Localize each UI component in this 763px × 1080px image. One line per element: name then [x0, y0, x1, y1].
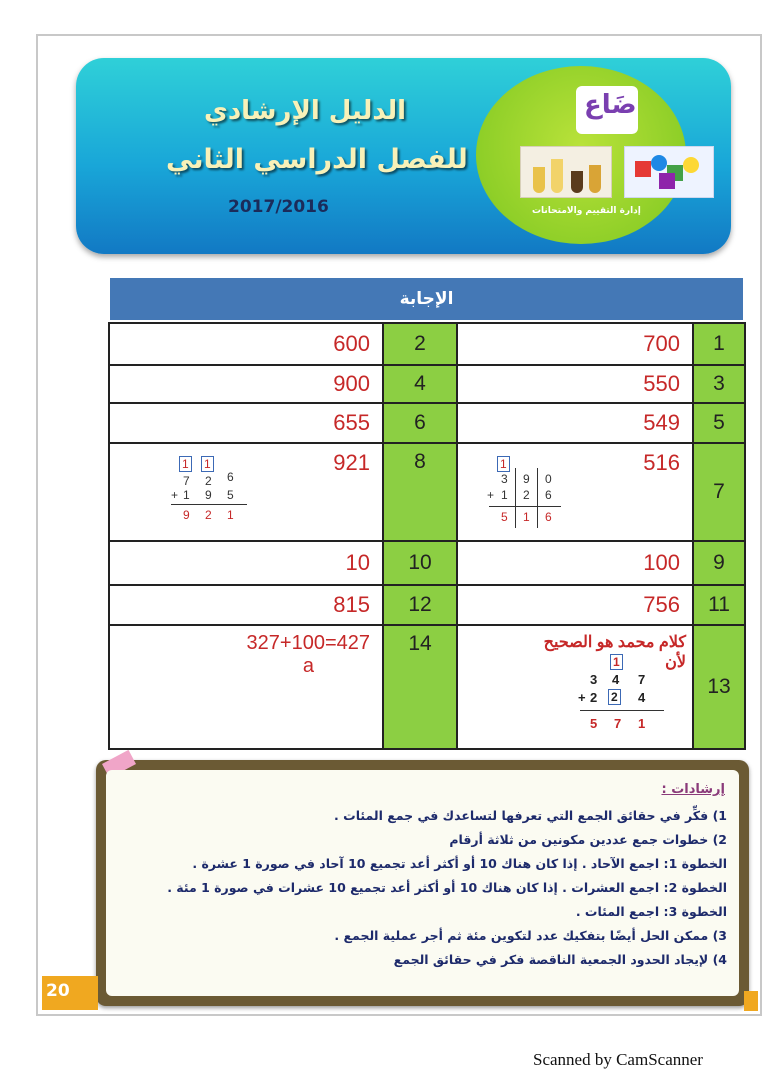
addition-work-8: 1 1 7 2 6 + 1 9 5 9 2 1: [171, 456, 291, 530]
question-number-2: 2: [383, 323, 457, 365]
lab-flasks-image: [520, 146, 612, 198]
table-row: [109, 323, 745, 365]
table-row: [109, 365, 745, 403]
logo-badge: [576, 86, 638, 134]
question-number-9: 9: [693, 541, 745, 585]
page-number: 20: [42, 976, 98, 1010]
page-corner-strip: [744, 991, 758, 1011]
table-row: [109, 541, 745, 585]
answer-11: 756: [457, 585, 693, 625]
question-number-11: 11: [693, 585, 745, 625]
logo-text: ضَاع: [584, 90, 637, 120]
scanner-watermark: Scanned by CamScanner: [533, 1050, 703, 1069]
tip-line: الخطوة 3: اجمع المئات .: [575, 904, 727, 919]
semester-title: للفصل الدراسي الثاني: [166, 144, 468, 175]
answer-2: 600: [109, 323, 383, 365]
question-number-3: 3: [693, 365, 745, 403]
answer-9: 100: [457, 541, 693, 585]
question-number-5: 5: [693, 403, 745, 443]
answer-14-note: a: [302, 655, 314, 677]
answer-13-because: لأن: [665, 654, 686, 671]
answer-13: كلام محمد هو الصحيح: [543, 634, 686, 651]
answer-8: 921: [333, 450, 370, 475]
header-banner: [76, 58, 731, 254]
question-number-10: 10: [383, 541, 457, 585]
answer-7: 516: [643, 450, 680, 475]
answer-3: 550: [457, 365, 693, 403]
tips-frame: [96, 760, 749, 1006]
academic-year: 2017/2016: [228, 197, 329, 217]
question-number-14: 14: [383, 625, 457, 749]
tip-line: 3) ممكن الحل أيضًا بتفكيك عدد لتكوين مئة ثم أجر عملية الجمع .: [334, 928, 727, 943]
answer-14: 327+100=427: [246, 632, 370, 654]
tip-line: الخطوة 2: اجمع العشرات . إذا كان هناك 10 أو أكثر أعد تجميع 10 عشرات في صورة 1 مئة .: [167, 880, 727, 895]
shapes-image: [624, 146, 714, 198]
question-number-4: 4: [383, 365, 457, 403]
answer-heading: الإجابة: [110, 278, 743, 320]
document-page: [36, 34, 762, 1016]
question-number-8: 8: [383, 443, 457, 541]
table-row: [109, 585, 745, 625]
answer-13-cell: [457, 625, 693, 749]
tip-line: 1) فكِّر في حقائق الجمع التي تعرفها لتساعدك في جمع المئات .: [334, 808, 727, 823]
answer-10: 10: [109, 541, 383, 585]
question-number-7: 7: [693, 443, 745, 541]
tip-line: 4) لإيجاد الحدود الجمعية الناقصة فكر في حقائق الجمع: [393, 952, 727, 967]
question-number-13: 13: [693, 625, 745, 749]
table-row: [109, 443, 745, 541]
question-number-12: 12: [383, 585, 457, 625]
guide-title: الدليل الإرشادي: [204, 96, 407, 126]
answer-5: 549: [457, 403, 693, 443]
addition-work-7: 1 3 9 0 + 1 2 6 5 1 6: [485, 456, 585, 530]
answer-8-cell: [109, 443, 383, 541]
answer-4: 900: [109, 365, 383, 403]
answer-12: 815: [109, 585, 383, 625]
answer-7-cell: [457, 443, 693, 541]
answer-1: 700: [457, 323, 693, 365]
answer-14-cell: [109, 625, 383, 749]
ministry-logo: [476, 66, 686, 244]
department-name: إدارة التقييم والامتحانات: [532, 206, 641, 216]
question-number-1: 1: [693, 323, 745, 365]
answer-6: 655: [109, 403, 383, 443]
addition-work-13: 1 3 4 7 + 2 2 4 5 7 1: [576, 654, 686, 728]
answer-table: [108, 322, 746, 750]
question-number-6: 6: [383, 403, 457, 443]
table-row: [109, 625, 745, 749]
tips-title: إرشادات :: [661, 782, 725, 797]
tips-panel: [106, 770, 739, 996]
tip-line: الخطوة 1: اجمع الآحاد . إذا كان هناك 10 أو أكثر أعد تجميع 10 آحاد في صورة 1 عشرة .: [192, 856, 727, 871]
tip-line: 2) خطوات جمع عددين مكونين من ثلاثة أرقام: [449, 832, 727, 847]
table-row: [109, 403, 745, 443]
